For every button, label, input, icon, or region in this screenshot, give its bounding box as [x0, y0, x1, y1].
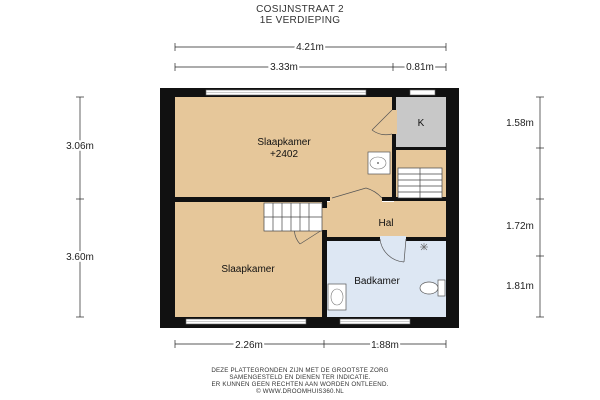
- dim-right-line: [536, 97, 544, 317]
- plan-title: COSIJNSTRAAT 2: [256, 4, 344, 15]
- dim-left-lower: 3.60m: [66, 252, 94, 263]
- disclaimer: [0, 367, 600, 395]
- wall-left: [160, 88, 175, 328]
- sink-badkamer: [328, 284, 346, 310]
- room-label-slaapkamer-bottom: Slaapkamer: [221, 264, 275, 275]
- dim-top-right: 0.81m: [406, 62, 434, 73]
- wall-right: [446, 88, 459, 328]
- stairs-lower: [264, 203, 322, 231]
- sink-slaapkamer: [368, 152, 390, 174]
- wall-kast-bottom: [392, 147, 446, 150]
- dim-bottom-line: [175, 340, 446, 348]
- window-top-right: [410, 90, 435, 95]
- dim-top-left: 3.33m: [270, 62, 298, 73]
- dim-left-line: [76, 97, 84, 317]
- dim-right-top: 1.58m: [506, 118, 534, 129]
- room-label-kast: K: [417, 118, 425, 129]
- floor-label: 1E VERDIEPING: [259, 15, 341, 26]
- stairs-upper: [398, 168, 442, 198]
- dim-right-middle: 1.72m: [506, 221, 534, 232]
- dim-bottom-left: 2.26m: [235, 340, 263, 351]
- website-credit: © WWW.DROOMHUIS360.NL: [256, 388, 344, 395]
- dim-left-upper: 3.06m: [66, 141, 94, 152]
- wall-interior-horizontal: [175, 197, 325, 202]
- dim-top-total: 4.21m: [296, 42, 324, 53]
- disclaimer-line-2: SAMENGESTELD EN DIENEN TER INDICATIE.: [229, 374, 371, 381]
- room-label-badkamer: Badkamer: [354, 276, 400, 287]
- room-label-slaapkamer-top: Slaapkamer: [257, 137, 311, 148]
- dim-right-bottom: 1.81m: [506, 281, 534, 292]
- room-size-slaapkamer-top: +2402: [269, 149, 299, 160]
- room-label-hal: Hal: [378, 218, 394, 229]
- disclaimer-line-3: ER KUNNEN GEEN RECHTEN AAN WORDEN ONTLEEND.: [211, 381, 389, 388]
- disclaimer-line-1: DEZE PLATTEGRONDEN ZIJN MET DE GROOTSTE ZORG: [211, 367, 389, 374]
- dim-bottom-right: 1.88m: [371, 340, 399, 351]
